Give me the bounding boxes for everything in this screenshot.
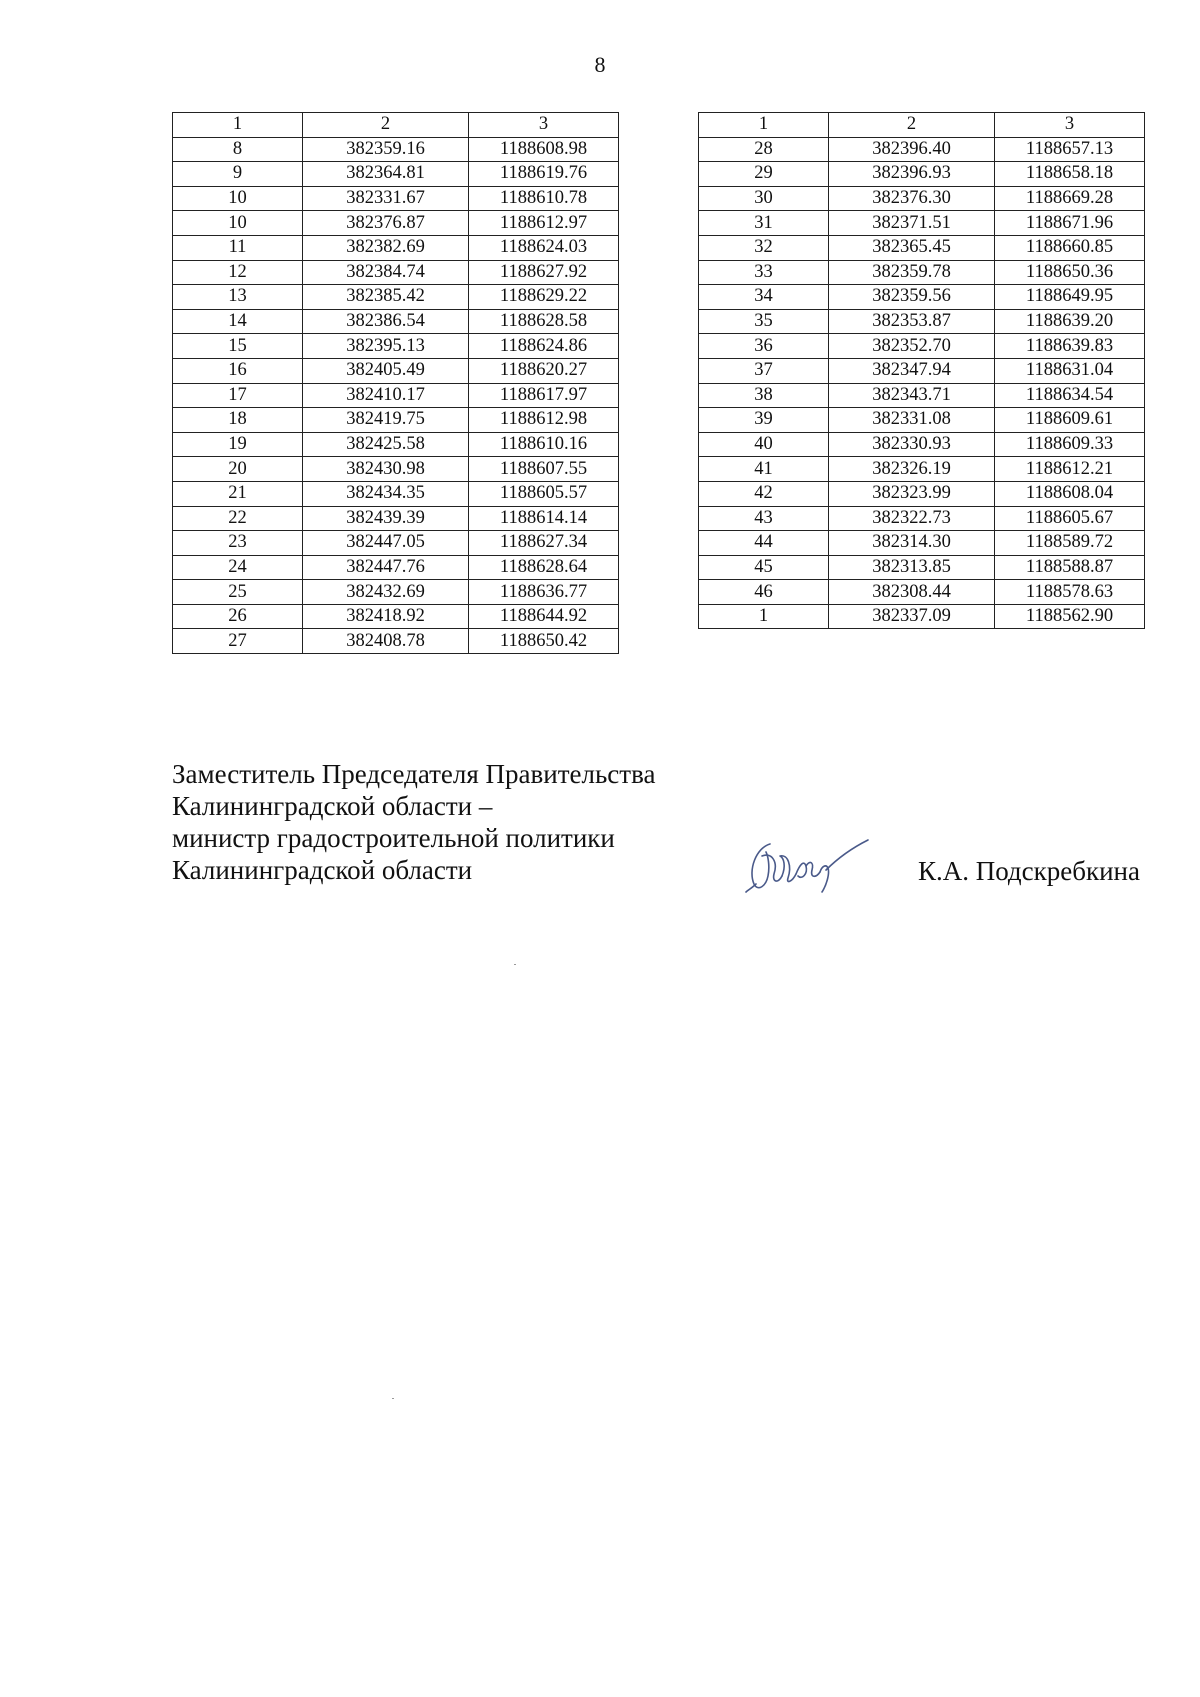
point-number-cell: 35 bbox=[699, 309, 829, 334]
table-row bbox=[699, 285, 1145, 310]
x-coordinate-cell: 382410.17 bbox=[303, 383, 469, 408]
x-coordinate-cell: 382395.13 bbox=[303, 334, 469, 359]
table-row bbox=[699, 531, 1145, 556]
y-coordinate-cell: 1188629.22 bbox=[469, 285, 619, 310]
x-coordinate-cell: 382313.85 bbox=[829, 555, 995, 580]
point-number-cell: 34 bbox=[699, 285, 829, 310]
table-row bbox=[699, 580, 1145, 605]
signatory-line: Калининградской области – bbox=[172, 791, 493, 821]
x-coordinate-cell: 382408.78 bbox=[303, 629, 469, 654]
y-coordinate-cell: 1188610.78 bbox=[469, 186, 619, 211]
point-number-cell: 33 bbox=[699, 260, 829, 285]
point-number-cell: 28 bbox=[699, 137, 829, 162]
x-coordinate-cell: 382331.08 bbox=[829, 408, 995, 433]
y-coordinate-cell: 1188605.57 bbox=[469, 481, 619, 506]
x-coordinate-cell: 382343.71 bbox=[829, 383, 995, 408]
table-row bbox=[699, 481, 1145, 506]
x-coordinate-cell: 382376.30 bbox=[829, 186, 995, 211]
table-row bbox=[173, 383, 619, 408]
y-coordinate-cell: 1188588.87 bbox=[995, 555, 1145, 580]
x-coordinate-cell: 382359.78 bbox=[829, 260, 995, 285]
x-coordinate-cell: 382386.54 bbox=[303, 309, 469, 334]
y-coordinate-cell: 1188620.27 bbox=[469, 358, 619, 383]
x-coordinate-cell: 382447.76 bbox=[303, 555, 469, 580]
y-coordinate-cell: 1188612.97 bbox=[469, 211, 619, 236]
y-coordinate-cell: 1188639.83 bbox=[995, 334, 1145, 359]
table-row bbox=[173, 211, 619, 236]
point-number-cell: 10 bbox=[173, 211, 303, 236]
point-number-cell: 24 bbox=[173, 555, 303, 580]
y-coordinate-cell: 1188650.36 bbox=[995, 260, 1145, 285]
table-row bbox=[173, 457, 619, 482]
point-number-cell: 14 bbox=[173, 309, 303, 334]
table-row bbox=[173, 358, 619, 383]
point-number-cell: 10 bbox=[173, 186, 303, 211]
table-row bbox=[173, 309, 619, 334]
x-coordinate-cell: 382337.09 bbox=[829, 604, 995, 629]
point-number-cell: 44 bbox=[699, 531, 829, 556]
table-row bbox=[173, 408, 619, 433]
x-coordinate-cell: 382331.67 bbox=[303, 186, 469, 211]
point-number-cell: 40 bbox=[699, 432, 829, 457]
x-coordinate-cell: 382418.92 bbox=[303, 604, 469, 629]
point-number-cell: 18 bbox=[173, 408, 303, 433]
x-coordinate-cell: 382432.69 bbox=[303, 580, 469, 605]
x-coordinate-cell: 382419.75 bbox=[303, 408, 469, 433]
coordinates-table-left bbox=[172, 112, 619, 654]
point-number-cell: 15 bbox=[173, 334, 303, 359]
point-number-cell: 46 bbox=[699, 580, 829, 605]
table-row bbox=[699, 162, 1145, 187]
x-coordinate-cell: 382359.56 bbox=[829, 285, 995, 310]
y-coordinate-cell: 1188628.64 bbox=[469, 555, 619, 580]
y-coordinate-cell: 1188627.34 bbox=[469, 531, 619, 556]
y-coordinate-cell: 1188589.72 bbox=[995, 531, 1145, 556]
header-cell: 2 bbox=[829, 113, 995, 138]
table-row bbox=[173, 285, 619, 310]
header-cell: 3 bbox=[469, 113, 619, 138]
table-row bbox=[699, 309, 1145, 334]
point-number-cell: 31 bbox=[699, 211, 829, 236]
x-coordinate-cell: 382405.49 bbox=[303, 358, 469, 383]
x-coordinate-cell: 382425.58 bbox=[303, 432, 469, 457]
signer-name: К.А. Подскребкина bbox=[917, 856, 1140, 886]
y-coordinate-cell: 1188650.42 bbox=[469, 629, 619, 654]
header-cell: 1 bbox=[699, 113, 829, 138]
table-row bbox=[699, 506, 1145, 531]
x-coordinate-cell: 382352.70 bbox=[829, 334, 995, 359]
table-row bbox=[699, 260, 1145, 285]
point-number-cell: 26 bbox=[173, 604, 303, 629]
y-coordinate-cell: 1188608.04 bbox=[995, 481, 1145, 506]
x-coordinate-cell: 382447.05 bbox=[303, 531, 469, 556]
page-number: 8 bbox=[594, 52, 606, 77]
x-coordinate-cell: 382347.94 bbox=[829, 358, 995, 383]
x-coordinate-cell: 382439.39 bbox=[303, 506, 469, 531]
header-cell: 2 bbox=[303, 113, 469, 138]
point-number-cell: 12 bbox=[173, 260, 303, 285]
signatory-title bbox=[172, 758, 655, 886]
table-row bbox=[173, 604, 619, 629]
point-number-cell: 42 bbox=[699, 481, 829, 506]
table-row bbox=[173, 334, 619, 359]
table-row bbox=[173, 162, 619, 187]
y-coordinate-cell: 1188612.98 bbox=[469, 408, 619, 433]
y-coordinate-cell: 1188578.63 bbox=[995, 580, 1145, 605]
y-coordinate-cell: 1188610.16 bbox=[469, 432, 619, 457]
table-row bbox=[699, 604, 1145, 629]
x-coordinate-cell: 382323.99 bbox=[829, 481, 995, 506]
point-number-cell: 25 bbox=[173, 580, 303, 605]
table-row bbox=[173, 235, 619, 260]
y-coordinate-cell: 1188671.96 bbox=[995, 211, 1145, 236]
x-coordinate-cell: 382384.74 bbox=[303, 260, 469, 285]
y-coordinate-cell: 1188649.95 bbox=[995, 285, 1145, 310]
point-number-cell: 23 bbox=[173, 531, 303, 556]
x-coordinate-cell: 382353.87 bbox=[829, 309, 995, 334]
x-coordinate-cell: 382364.81 bbox=[303, 162, 469, 187]
signatory-line: министр градостроительной политики bbox=[172, 823, 615, 853]
x-coordinate-cell: 382322.73 bbox=[829, 506, 995, 531]
point-number-cell: 13 bbox=[173, 285, 303, 310]
y-coordinate-cell: 1188619.76 bbox=[469, 162, 619, 187]
table-row bbox=[699, 137, 1145, 162]
point-number-cell: 39 bbox=[699, 408, 829, 433]
header-cell: 1 bbox=[173, 113, 303, 138]
x-coordinate-cell: 382385.42 bbox=[303, 285, 469, 310]
y-coordinate-cell: 1188639.20 bbox=[995, 309, 1145, 334]
point-number-cell: 36 bbox=[699, 334, 829, 359]
coordinates-table-right bbox=[698, 112, 1145, 629]
point-number-cell: 41 bbox=[699, 457, 829, 482]
table-row bbox=[699, 211, 1145, 236]
scan-speck bbox=[514, 964, 516, 965]
y-coordinate-cell: 1188562.90 bbox=[995, 604, 1145, 629]
x-coordinate-cell: 382382.69 bbox=[303, 235, 469, 260]
point-number-cell: 8 bbox=[173, 137, 303, 162]
signatory-line: Заместитель Председателя Правительства bbox=[172, 759, 656, 789]
y-coordinate-cell: 1188627.92 bbox=[469, 260, 619, 285]
y-coordinate-cell: 1188612.21 bbox=[995, 457, 1145, 482]
x-coordinate-cell: 382376.87 bbox=[303, 211, 469, 236]
table-header-row bbox=[173, 113, 619, 138]
y-coordinate-cell: 1188634.54 bbox=[995, 383, 1145, 408]
x-coordinate-cell: 382365.45 bbox=[829, 235, 995, 260]
point-number-cell: 11 bbox=[173, 235, 303, 260]
table-row bbox=[173, 531, 619, 556]
handwritten-signature bbox=[742, 826, 872, 896]
x-coordinate-cell: 382330.93 bbox=[829, 432, 995, 457]
table-row bbox=[173, 555, 619, 580]
table-row bbox=[699, 383, 1145, 408]
table-row bbox=[173, 506, 619, 531]
table-header-row bbox=[699, 113, 1145, 138]
table-row bbox=[699, 334, 1145, 359]
x-coordinate-cell: 382359.16 bbox=[303, 137, 469, 162]
table-row bbox=[173, 629, 619, 654]
point-number-cell: 45 bbox=[699, 555, 829, 580]
table-row bbox=[699, 408, 1145, 433]
x-coordinate-cell: 382434.35 bbox=[303, 481, 469, 506]
table-row bbox=[699, 186, 1145, 211]
table-row bbox=[699, 235, 1145, 260]
x-coordinate-cell: 382396.93 bbox=[829, 162, 995, 187]
y-coordinate-cell: 1188608.98 bbox=[469, 137, 619, 162]
x-coordinate-cell: 382371.51 bbox=[829, 211, 995, 236]
point-number-cell: 43 bbox=[699, 506, 829, 531]
point-number-cell: 30 bbox=[699, 186, 829, 211]
y-coordinate-cell: 1188628.58 bbox=[469, 309, 619, 334]
x-coordinate-cell: 382308.44 bbox=[829, 580, 995, 605]
point-number-cell: 20 bbox=[173, 457, 303, 482]
y-coordinate-cell: 1188644.92 bbox=[469, 604, 619, 629]
y-coordinate-cell: 1188609.61 bbox=[995, 408, 1145, 433]
x-coordinate-cell: 382326.19 bbox=[829, 457, 995, 482]
y-coordinate-cell: 1188624.86 bbox=[469, 334, 619, 359]
table-row bbox=[173, 481, 619, 506]
point-number-cell: 19 bbox=[173, 432, 303, 457]
x-coordinate-cell: 382430.98 bbox=[303, 457, 469, 482]
y-coordinate-cell: 1188614.14 bbox=[469, 506, 619, 531]
point-number-cell: 22 bbox=[173, 506, 303, 531]
point-number-cell: 38 bbox=[699, 383, 829, 408]
point-number-cell: 17 bbox=[173, 383, 303, 408]
signatory-line: Калининградской области bbox=[172, 855, 473, 885]
table-row bbox=[699, 457, 1145, 482]
y-coordinate-cell: 1188657.13 bbox=[995, 137, 1145, 162]
point-number-cell: 27 bbox=[173, 629, 303, 654]
point-number-cell: 1 bbox=[699, 604, 829, 629]
x-coordinate-cell: 382396.40 bbox=[829, 137, 995, 162]
header-cell: 3 bbox=[995, 113, 1145, 138]
y-coordinate-cell: 1188658.18 bbox=[995, 162, 1145, 187]
point-number-cell: 9 bbox=[173, 162, 303, 187]
y-coordinate-cell: 1188624.03 bbox=[469, 235, 619, 260]
y-coordinate-cell: 1188617.97 bbox=[469, 383, 619, 408]
table-row bbox=[699, 432, 1145, 457]
y-coordinate-cell: 1188636.77 bbox=[469, 580, 619, 605]
table-row bbox=[173, 432, 619, 457]
point-number-cell: 29 bbox=[699, 162, 829, 187]
y-coordinate-cell: 1188607.55 bbox=[469, 457, 619, 482]
point-number-cell: 21 bbox=[173, 481, 303, 506]
table-row bbox=[173, 186, 619, 211]
y-coordinate-cell: 1188609.33 bbox=[995, 432, 1145, 457]
y-coordinate-cell: 1188660.85 bbox=[995, 235, 1145, 260]
point-number-cell: 16 bbox=[173, 358, 303, 383]
y-coordinate-cell: 1188631.04 bbox=[995, 358, 1145, 383]
table-row bbox=[699, 358, 1145, 383]
table-row bbox=[173, 137, 619, 162]
table-row bbox=[173, 260, 619, 285]
y-coordinate-cell: 1188669.28 bbox=[995, 186, 1145, 211]
table-row bbox=[173, 580, 619, 605]
point-number-cell: 32 bbox=[699, 235, 829, 260]
point-number-cell: 37 bbox=[699, 358, 829, 383]
table-row bbox=[699, 555, 1145, 580]
x-coordinate-cell: 382314.30 bbox=[829, 531, 995, 556]
scan-speck bbox=[392, 1398, 394, 1399]
y-coordinate-cell: 1188605.67 bbox=[995, 506, 1145, 531]
